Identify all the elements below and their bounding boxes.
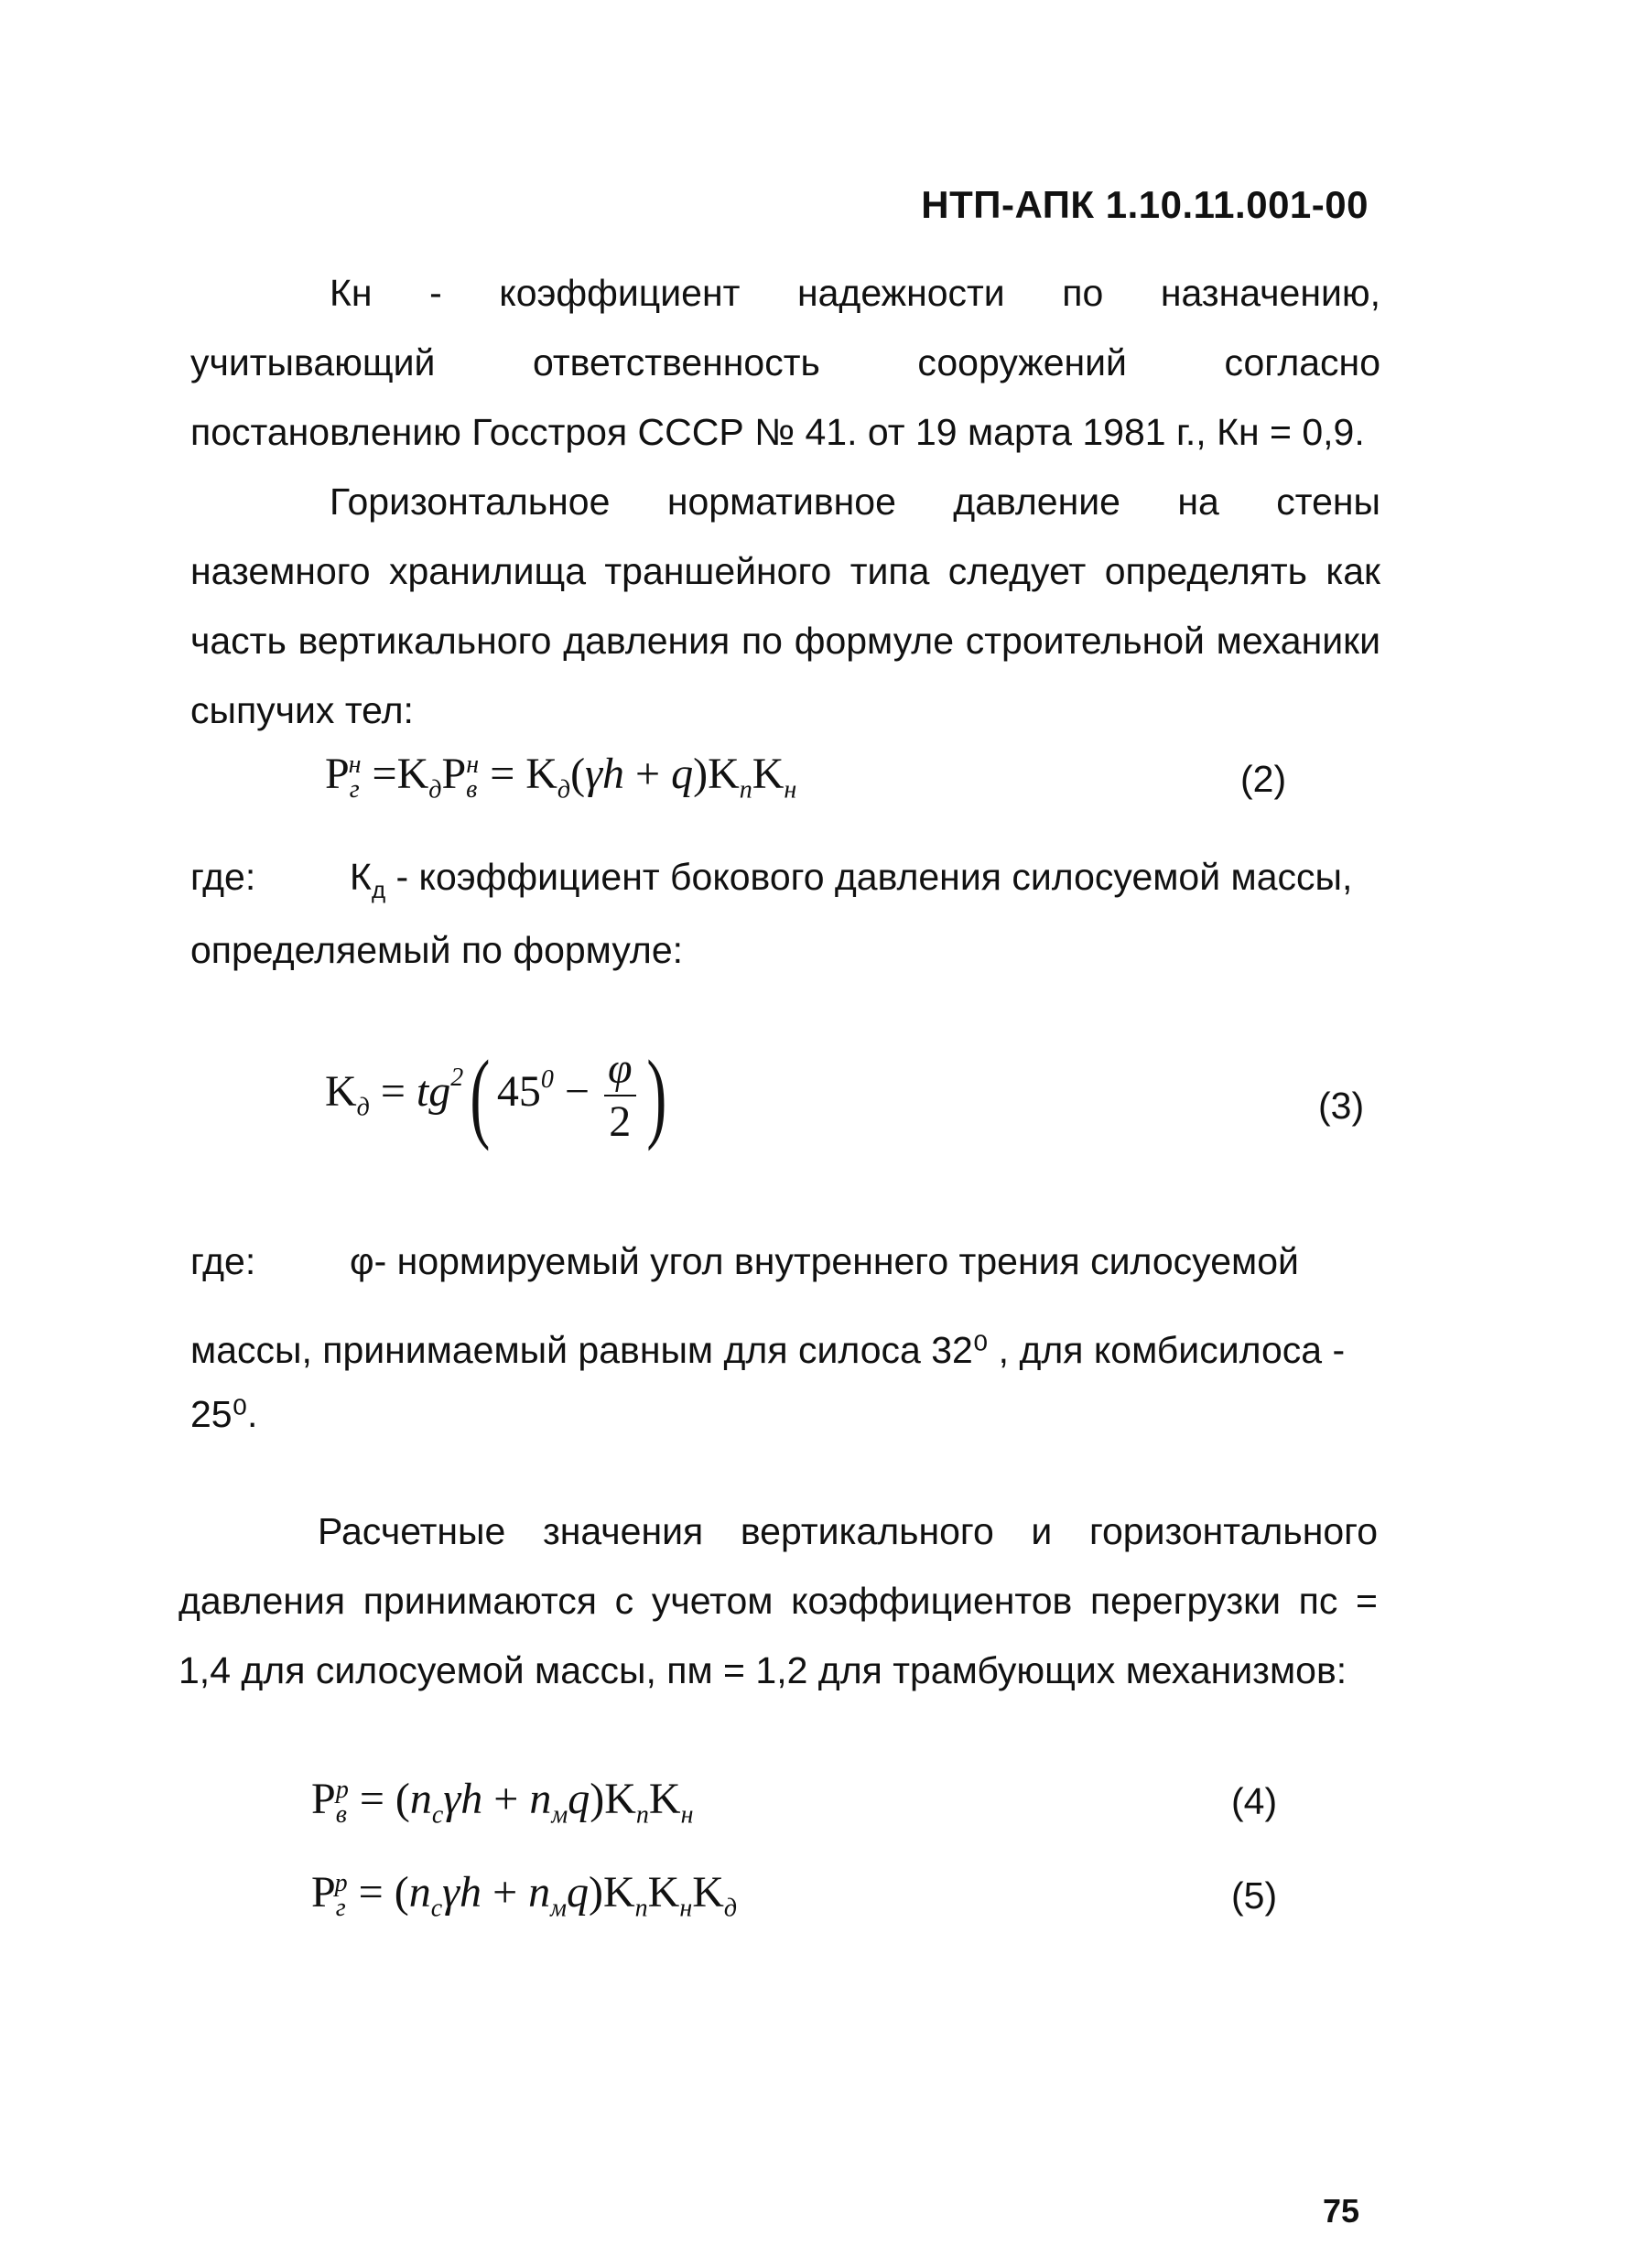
paragraph-text: Расчетные значения вертикального и горизонтального давления принимаются с учетом коэффициентов перегрузки пс = 1,4 для силосуемой массы, пм = 1,2 для трамбующих механизмов: xyxy=(179,1510,1378,1691)
where-text: φ- нормируемый угол внутреннего трения силосуемой xyxy=(350,1240,1299,1282)
where-kd-cont: определяемый по формуле: xyxy=(190,929,684,971)
equation-number: (2) xyxy=(1240,758,1287,800)
where-label: где: xyxy=(190,856,256,898)
paragraph-text: Горизонтальное нормативное давление на стены наземного хранилища траншейного типа следует определять как часть вертикального давления по формуле строительной механики сыпучих тел: xyxy=(190,481,1380,731)
formula-3: $K_д = tg^2$( $45^0$ − $\frac{\varphi}{2}$ ) xyxy=(325,1040,666,1151)
symbol-kd: $К_д$ xyxy=(350,856,386,904)
where-text: - коэффициент бокового давления силосуемой массы, xyxy=(385,856,1353,898)
document-code: НТП-АПК 1.10.11.001-00 xyxy=(921,183,1369,226)
paragraph-horizontal-pressure xyxy=(190,467,1380,745)
right-paren: ) xyxy=(645,1040,666,1151)
formula-5: $P_г^р = (n_с\gamma h + n_мq)K_пK_нK_д$ xyxy=(311,1868,738,1923)
paragraph-kn-definition xyxy=(190,258,1380,467)
fraction: $\frac{\varphi}{2}$ xyxy=(604,1043,636,1148)
left-paren: ( xyxy=(470,1040,491,1151)
paragraph-text: Кн - коэффициент надежности по назначению, учитывающий ответственность сооружений согласно постановлению Госстроя СССР № 41. от 19 марта 1981 г., Кн = 0,9. xyxy=(190,272,1380,453)
equation-number: (5) xyxy=(1231,1874,1278,1917)
where-label: где: xyxy=(190,1240,256,1282)
where-phi-cont: массы, принимаемый равным для силоса 32⁰ , для комбисилоса - 25⁰. xyxy=(190,1329,1346,1435)
where-phi xyxy=(190,1240,1299,1283)
where-kd xyxy=(190,856,1352,904)
equation-number: (3) xyxy=(1318,1085,1365,1127)
page-number: 75 xyxy=(1322,2192,1359,2230)
formula-4: $P_в^р = (n_с\gamma h + n_мq)K_пK_н$ xyxy=(311,1775,694,1830)
paragraph-design-values xyxy=(179,1496,1378,1705)
formula-2: $P_г^н =K_дP_в^н = K_д(\gamma h + q)K_пK_н$ xyxy=(325,750,797,805)
equation-number: (4) xyxy=(1231,1780,1278,1822)
